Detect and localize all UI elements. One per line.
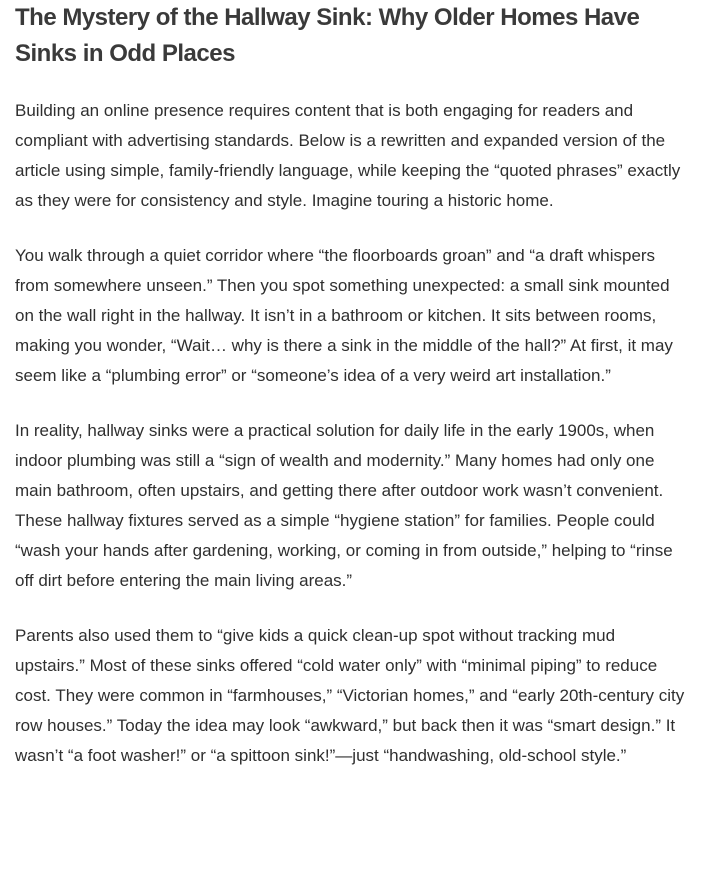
article-paragraph: You walk through a quiet corridor where “the floorboards groan” and “a draft whispers from somewhere unseen.” Then you spot something unexpected: a small sink mounted on the wall right in the hallway. It isn’t in a bathroom or kitchen. It sits between rooms, making you wonder, “Wait… why is there a sink in the middle of the hall?” At first, it may seem like a “plumbing error” or “someone’s idea of a very weird art installation.” [15, 246, 673, 385]
article-body [15, 96, 685, 771]
article-paragraph: In reality, hallway sinks were a practical solution for daily life in the early 1900s, when indoor plumbing was still a “sign of wealth and modernity.” Many homes had only one main bathroom, often upstairs, and getting there after outdoor work wasn’t convenient. These hallway fixtures served as a simple “hygiene station” for families. People could “wash your hands after gardening, working, or coming in from outside,” helping to “rinse off dirt before entering the main living areas.” [15, 421, 673, 590]
article-title: The Mystery of the Hallway Sink: Why Older Homes Have Sinks in Odd Places [15, 4, 640, 67]
article [15, 0, 685, 771]
article-paragraph: Parents also used them to “give kids a quick clean-up spot without tracking mud upstairs.” Most of these sinks offered “cold water only” with “minimal piping” to reduce cost. They were common in “farmhouses,” “Victorian homes,” and “early 20th-century city row houses.” Today the idea may look “awkward,” but back then it was “smart design.” It wasn’t “a foot washer!” or “a spittoon sink!”—just “handwashing, old-school style.” [15, 626, 685, 765]
article-paragraph: Building an online presence requires content that is both engaging for readers and compliant with advertising standards. Below is a rewritten and expanded version of the article using simple, family-friendly language, while keeping the “quoted phrases” exactly as they were for consistency and style. Imagine touring a historic home. [15, 101, 681, 210]
